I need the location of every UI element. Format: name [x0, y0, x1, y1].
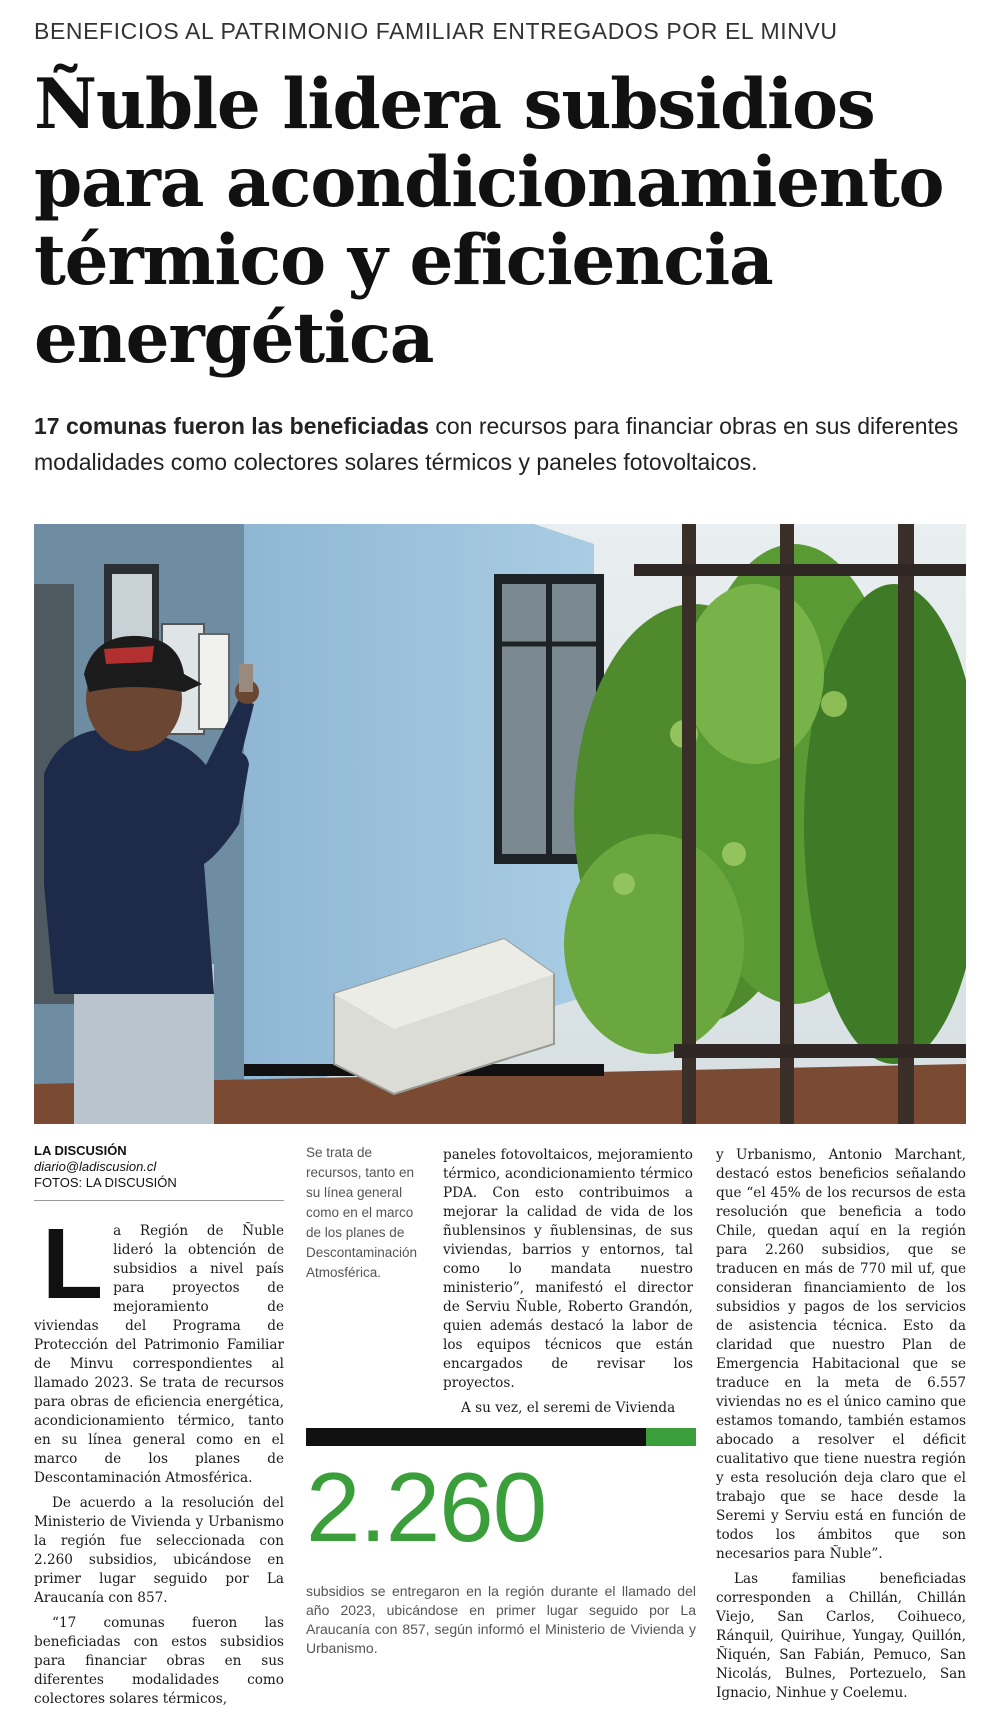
photo-caption: Se trata de recursos, tanto en su línea general como en el marco de los planes de Descontaminación Atmosférica.: [306, 1145, 418, 1280]
house-worker-illustration: [34, 524, 966, 1124]
dropcap: L: [42, 1208, 104, 1320]
stat-number: 2.260: [306, 1452, 547, 1562]
body-column-1: [34, 1208, 284, 1715]
stat-divider-bar: [306, 1428, 696, 1446]
body-paragraph: De acuerdo a la resolución del Ministerio de Vivienda y Urbanismo la región fue seleccionada con 2.260 subsidios, ubicándose en primer lugar seguido por La Araucanía con 857.: [34, 1495, 284, 1606]
body-text: a Región de Ñuble lideró la obtención de subsidios a nivel país para proyectos de mejoramiento de viviendas del Programa de Protección del Patrimonio Familiar de Minvu correspondientes al llamado 2023. Se trata de recursos para obras de eficiencia energética, acondicionamiento térmico, tanto en su línea general como en el marco de los planes de Descontaminación Atmosférica.: [34, 1223, 284, 1486]
byline-photos: FOTOS: LA DISCUSIÓN: [34, 1175, 177, 1190]
body-paragraph: y Urbanismo, Antonio Marchant, destacó estos beneficios señalando que “el 45% de los recursos de esta resolución que beneficia a todo Chile, quedan aquí en la región para 2.260 subsidios, que se traducen en más de 770 mil uf, que consideran financiamiento de los subsidios y pagos de los servicios de asistencia técnica. Esto da claridad que nuestro Plan de Emergencia Habitacional que se traduce en la meta de 6.557 viviendas no es el único camino que estamos tomando, también estamos abocado a resolver el déficit cualitativo que tiene nuestra región y esta resolución deja claro que el trabajo que se hace desde la Seremi y Serviu está en función de todos los ámbitos que son necesarios para Ñuble”.: [716, 1147, 966, 1562]
article-headline: Ñuble lidera subsidios para acondicionamiento térmico y eficiencia energética: [34, 64, 944, 379]
dek-rest: con recursos para financiar obras en sus diferentes modalidades como colectores solares térmicos y paneles fotovoltaicos.: [34, 413, 959, 475]
article-kicker: BENEFICIOS AL PATRIMONIO FAMILIAR ENTREGADOS POR EL MINVU: [34, 18, 838, 44]
byline-source: LA DISCUSIÓN: [34, 1143, 127, 1158]
byline-divider: [34, 1200, 284, 1201]
stat-description: subsidios se entregaron en la región durante el llamado del año 2023, ubicándose en primer lugar seguido por La Araucanía con 857, según informó el Ministerio de Vivienda y Urbanismo.: [306, 1583, 696, 1656]
byline: [34, 1143, 284, 1191]
stat-bar-accent: [646, 1428, 696, 1446]
byline-email: diario@ladiscusion.cl: [34, 1159, 157, 1174]
article-photo: [34, 524, 966, 1124]
body-paragraph: A su vez, el seremi de Vivienda: [461, 1400, 676, 1416]
body-paragraph: paneles fotovoltaicos, mejoramiento térmico, acondicionamiento térmico PDA. Con esto contribuimos a mejorar la calidad de vida de los ñublensinos y ñublensinas, de sus viviendas, barrios y entornos, tal como lo mandata nuestro ministerio”, manifestó el director de Serviu Ñuble, Roberto Grandón, quien además destacó la labor de los equipos técnicos que están encargados de revisar los proyectos.: [443, 1147, 693, 1391]
article-dek: [34, 408, 974, 480]
dek-bold: 17 comunas fueron las beneficiadas: [34, 413, 429, 439]
body-column-3: [443, 1146, 693, 1424]
body-column-4: [716, 1146, 966, 1709]
body-paragraph: “17 comunas fueron las beneficiadas con estos subsidios para financiar obras en sus diferentes modalidades como colectores solares térmicos,: [34, 1615, 284, 1707]
body-paragraph: Las familias beneficiadas corresponden a Chillán, Chillán Viejo, San Carlos, Coihueco, Ránquil, Quirihue, Yungay, Quillón, Ñiquén, San Fabián, Pemuco, San Nicolás, Bulnes, Portezuelo, San Ignacio, Ninhue y Coelemu.: [716, 1571, 966, 1701]
body-paragraph: [34, 1208, 284, 1488]
